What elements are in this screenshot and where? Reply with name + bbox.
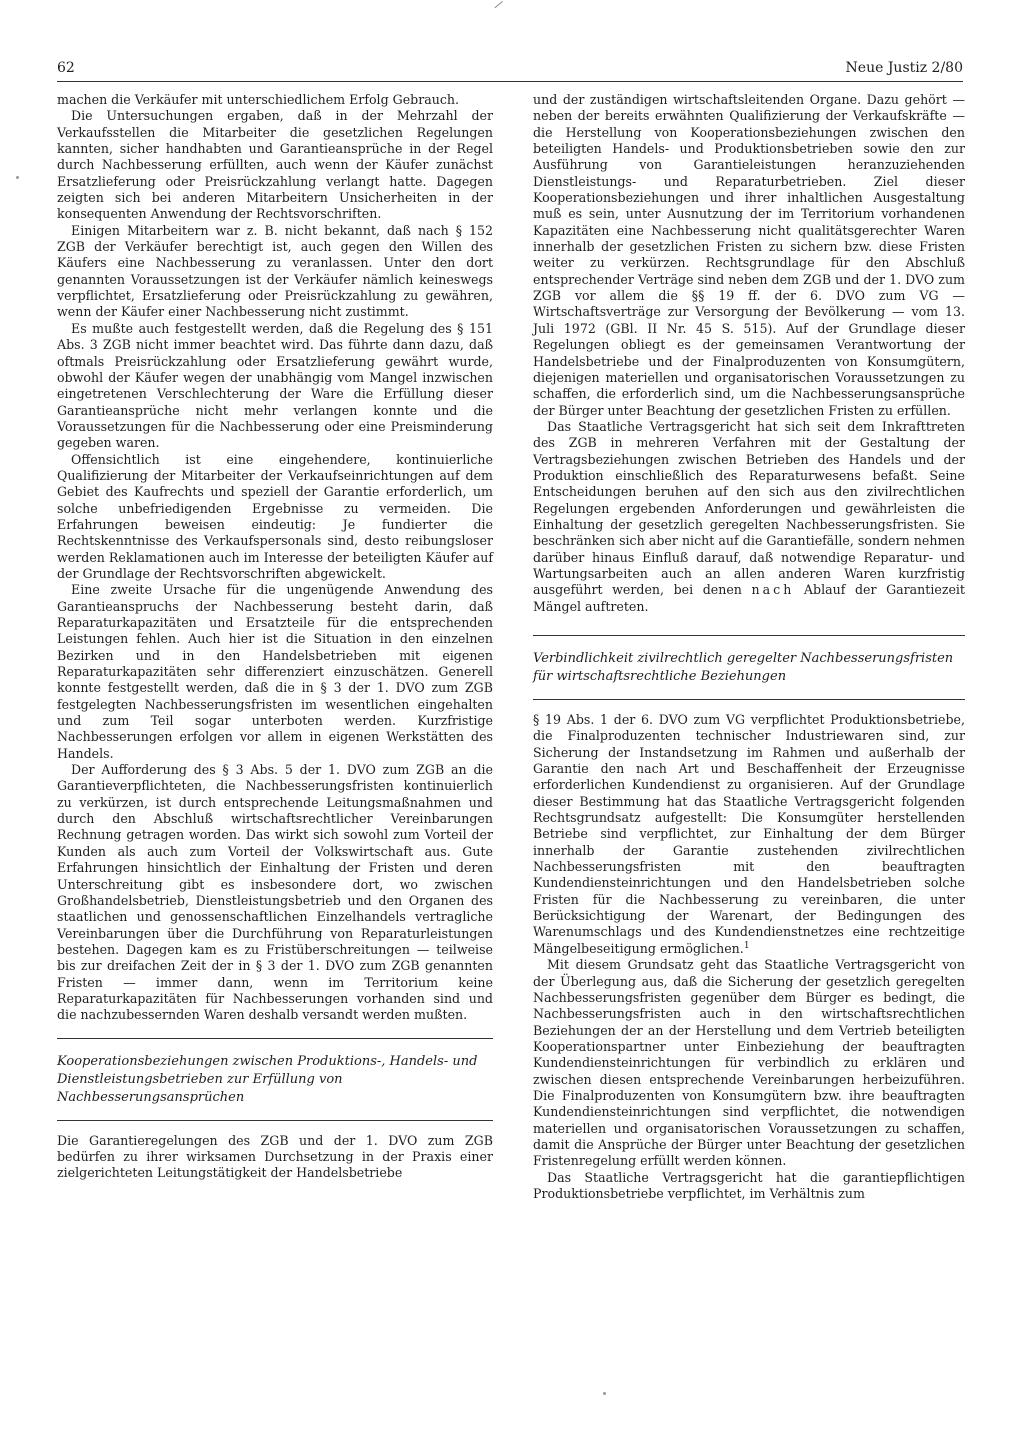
paragraph	[533, 419, 965, 615]
scan-mark	[495, 1, 504, 9]
paragraph: und der zuständigen wirtschaftsleitenden Organe. Dazu gehört — neben der bereits erwähnten Qualifizierung der Verkaufskräfte — die Herstellung von Kooperationsbeziehungen zwischen den beteiligten Handels- und Produktionsbetrieben sowie den zur Ausführung von Garantieleistungen heranzuziehenden Dienstleistungs- und Reparaturbetrieben. Ziel dieser Kooperationsbeziehungen und ihrer inhaltlichen Ausgestaltung muß es sein, unter Ausnutzung der im Territorium vorhandenen Kapazitäten eine Nachbesserung nicht qualitätsgerechter Waren innerhalb der gesetzlichen Fristen zu sichern bzw. diese Fristen weiter zu verkürzen. Rechtsgrundlage für den Abschluß entsprechender Verträge sind neben dem ZGB und der 1. DVO zum ZGB vor allem die §§ 19 ff. der 6. DVO zum VG — Wirtschaftsverträge zur Versorgung der Bevölkerung — vom 13. Juli 1972 (GBl. II Nr. 45 S. 515). Auf der Grundlage dieser Regelungen obliegt es der gemeinsamen Verantwortung der Handelsbetriebe und der Finalproduzenten von Konsumgütern, diejenigen materiellen und organisatorischen Voraussetzungen zu schaffen, die erforderlich sind, um die Nachbesserungsansprüche der Bürger unter Beachtung der gesetzlichen Fristen zu erfüllen.	[533, 92, 965, 418]
page-number: 62	[57, 60, 75, 76]
paragraph: Es mußte auch festgestellt werden, daß die Regelung des § 151 Abs. 3 ZGB nicht immer beachtet wird. Das führte dann dazu, daß oftmals Preisrückzahlung oder Ersatzlieferung gewährt wurde, obwohl der Käufer wegen der unabhängig vom Mangel inzwischen eingetretenen Verschlechterung der Ware die Erfüllung dieser Garantieansprüche nicht mehr verlangen konnte und die Voraussetzungen für die Nachbesserung oder eine Preisminderung gegeben waren.	[57, 320, 493, 451]
paragraph: Das Staatliche Vertragsgericht hat die garantiepflichtigen Produktionsbetriebe verpflichtet, im Verhältnis zum	[533, 1169, 965, 1201]
paragraph: machen die Verkäufer mit unterschiedlichem Erfolg Gebrauch.	[57, 92, 460, 107]
paragraph-text: Das Staatliche Vertragsgericht hat sich seit dem Inkrafttreten des ZGB in mehreren Verfahren mit der Gestaltung der Vertragsbeziehungen zwischen Betrieben des Handels und der Produktion einschließlich des Reparaturwesens befaßt. Seine Entscheidungen beruhen auf den sich aus den zivilrechtlichen Regelungen ergebenden Anforderungen und gewährleisten die Einhaltung der gesetzlich geregelten Nachbesserungsfristen. Sie beschränken sich aber nicht auf die Garantiefälle, sondern nehmen darüber hinaus Einfluß darauf, daß notwendige Reparatur- und Wartungsarbeiten auch an allen anderen Waren kurzfristig ausgeführt werden, bei denen	[533, 418, 965, 598]
paragraph: Eine zweite Ursache für die ungenügende Anwendung des Garantieanspruchs der Nachbesserung besteht darin, daß Reparaturkapazitäten und Ersatzteile für die entsprechenden Leistungen fehlen. Auch hier ist die Situation in den einzelnen Bezirken und in den Handelsbetrieben mit eigenen Reparaturkapazitäten sehr differenziert einzuschätzen. Generell konnte festgestellt werden, daß die in § 3 der 1. DVO zum ZGB festgelegten Nachbesserungsfristen im wesentlichen eingehalten und zum Teil sogar unterboten werden. Kurzfristige Nachbesserungen erfolgen vor allem in eigenen Werkstätten des Handels.	[57, 582, 493, 761]
scan-speck	[603, 1392, 606, 1395]
paragraph: Die Untersuchungen ergaben, daß in der Mehrzahl der Verkaufsstellen die Mitarbeiter die gesetzlichen Regelungen kannten, sicher handhabten und Garantieansprüche in der Regel durch Nachbesserung erfüllten, auch wenn der Käufer zunächst Ersatzlieferung oder Preisrückzahlung verlangt hatte. Dagegen zeigten sich bei anderen Mitarbeitern Unsicherheiten in der konsequenten Anwendung der Rechtsvorschriften.	[57, 108, 493, 222]
paragraph: Die Garantieregelungen des ZGB und der 1. DVO zum ZGB bedürfen zu ihrer wirksamen Durchsetzung in der Praxis einer zielgerichteten Leitungstätigkeit der Handelsbetriebe	[57, 1132, 493, 1181]
header-rule	[57, 81, 963, 82]
emphasized-word: nach	[751, 582, 795, 598]
right-column	[533, 92, 965, 1202]
left-column	[57, 92, 493, 1182]
paragraph: Einigen Mitarbeitern war z. B. nicht bekannt, daß nach § 152 ZGB der Verkäufer berechtigt ist, auch gegen den Willen des Käufers eine Nachbesserung zu veranlassen. Unter den dort genannten Voraussetzungen ist der Verkäufer nämlich keineswegs verpflichtet, Ersatzlieferung oder Preisrückzahlung zu gewähren, wenn der Käufer einer Nachbesserung nicht zustimmt.	[57, 222, 493, 320]
paragraph	[533, 712, 965, 957]
scan-speck	[16, 176, 19, 179]
footnote-marker: 1	[743, 940, 750, 951]
paragraph: Offensichtlich ist eine eingehendere, kontinuierliche Qualifizierung der Mitarbeiter der Verkaufseinrichtungen auf dem Gebiet des Kaufrechts und speziell der Garantie erforderlich, um solche unbefriedigenden Ergebnisse zu vermeiden. Die Erfahrungen beweisen eindeutig: Je fundierter die Rechtskenntnisse des Verkaufspersonals sind, desto reibungsloser werden Reklamationen auch im Interesse der beteiligten Käufer auf der Grundlage der Rechtsvorschriften abgewickelt.	[57, 451, 493, 581]
section-heading: Verbindlichkeit zivilrechtlich geregelter Nachbesserungsfristen für wirtschaftsrechtliche Beziehungen	[533, 635, 965, 700]
paragraph: Der Aufforderung des § 3 Abs. 5 der 1. DVO zum ZGB an die Garantieverpflichteten, die Nachbesserungsfristen kontinuierlich zu verkürzen, ist durch entsprechende Leitungsmaßnahmen und durch den Abschluß wirtschaftsrechtlicher Vereinbarungen Rechnung getragen worden. Das wirkt sich sowohl zum Vorteil der Kunden als auch zum Vorteil der Volkswirtschaft aus. Gute Erfahrungen hinsichtlich der Einhaltung der Fristen und deren Unterschreitung gibt es insbesondere dort, wo zwischen Großhandelsbetrieb, Dienstleistungsbetrieb und den Organen des staatlichen und genossenschaftlichen Einzelhandels vertragliche Vereinbarungen über die Durchführung von Reparaturleistungen bestehen. Dagegen kam es zu Fristüberschreitungen — teilweise bis zur dreifachen Zeit der in § 3 der 1. DVO zum ZGB genannten Fristen — immer dann, wenn im Territorium keine Reparaturkapazitäten für Nachbesserungen vorhanden sind und die nachzubessernden Waren deshalb versandt werden mußten.	[57, 762, 493, 1023]
journal-issue: Neue Justiz 2/80	[845, 60, 963, 76]
page-header	[57, 60, 963, 84]
paragraph-text: Ablauf der Garantiezeit Mängel auftreten.	[533, 582, 965, 614]
paragraph-text: § 19 Abs. 1 der 6. DVO zum VG verpflichtet Produktionsbetriebe, die Finalproduzenten technischer Industriewaren sind, zur Sicherung der Instandsetzung im Rahmen und außerhalb der Garantie den nach Art und Beschaffenheit der Erzeugnisse erforderlichen Kundendienst zu organisieren. Auf der Grundlage dieser Bestimmung hat das Staatliche Vertragsgericht folgenden Rechtsgrundsatz aufgestellt: Die Konsumgüter herstellenden Betriebe sind verpflichtet, zur Einhaltung der dem Bürger innerhalb der Garantie zustehenden zivilrechtlichen Nachbesserungsfristen mit den beauftragten Kundendiensteinrichtungen und den Handelsbetrieben solche Fristen für die Nachbesserung zu vereinbaren, die unter Berücksichtigung der Warenart, der Bedingungen des Warenumschlags und des Kundendienstnetzes eine rechtzeitige Mängelbeseitigung ermöglichen.	[533, 712, 965, 956]
section-heading: Kooperationsbeziehungen zwischen Produktions-, Handels- und Dienstleistungsbetrieben zur Erfüllung von Nachbesserungsansprüchen	[57, 1038, 493, 1121]
paragraph: Mit diesem Grundsatz geht das Staatliche Vertragsgericht von der Überlegung aus, daß die Sicherung der gesetzlich geregelten Nachbesserungsfristen gegenüber dem Bürger es bedingt, die Nachbesserungsfristen auch in den wirtschaftsrechtlichen Beziehungen der an der Herstellung und dem Vertrieb beteiligten Kooperationspartner unter Einbeziehung der beauftragten Kundendiensteinrichtungen für verbindlich zu erklären und zwischen diesen entsprechende Vereinbarungen herbeizuführen. Die Finalproduzenten von Konsumgütern bzw. ihre beauftragten Kundendiensteinrichtungen sind verpflichtet, die notwendigen materiellen und organisatorischen Voraussetzungen zu schaffen, damit die Ansprüche der Bürger unter Beachtung der gesetzlichen Fristenregelung erfüllt werden können.	[533, 957, 965, 1169]
